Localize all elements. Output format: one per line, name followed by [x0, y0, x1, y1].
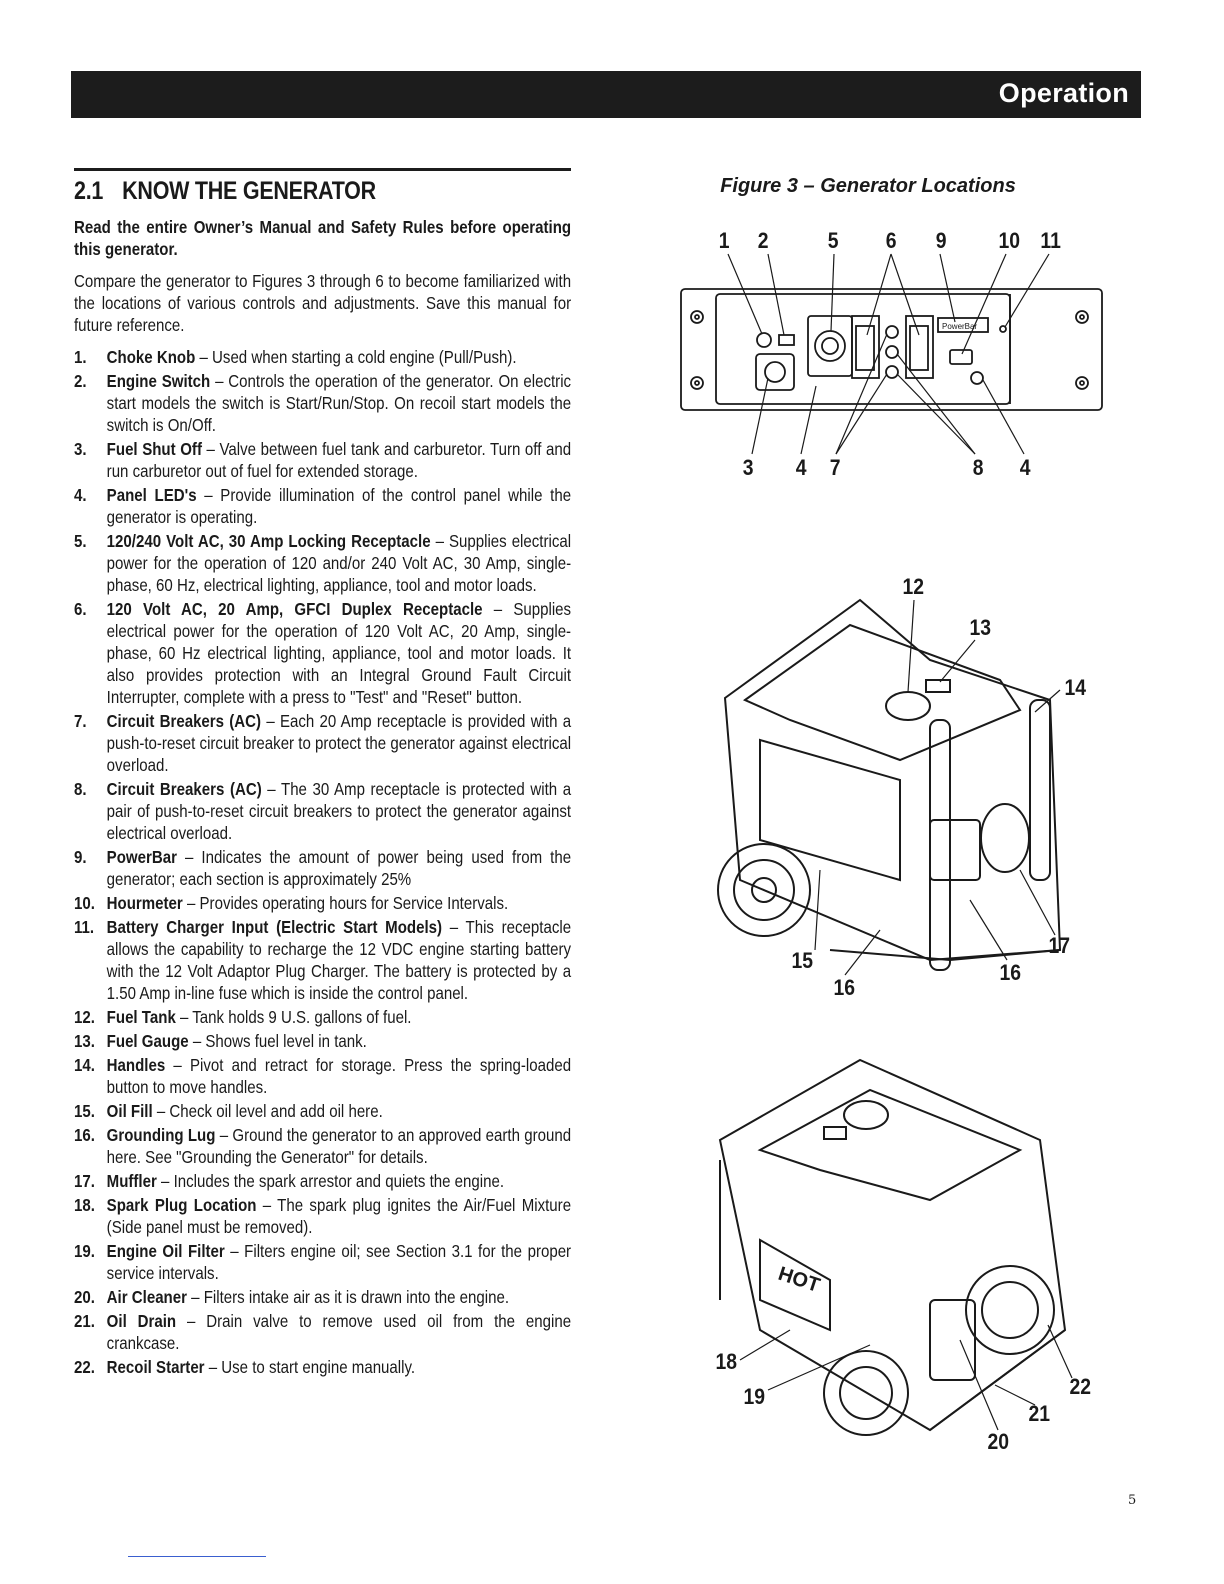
item-number: 21. — [74, 1311, 95, 1331]
item-number: 6. — [74, 599, 87, 619]
callout-22: 22 — [1069, 1374, 1092, 1399]
item-title: Recoil Starter — [106, 1357, 205, 1377]
item-title: Air Cleaner — [106, 1287, 187, 1307]
callout-16: 16 — [833, 975, 856, 1000]
callout-8: 8 — [972, 455, 984, 480]
item-description: – Supplies electrical power for the operation of 120 Volt AC, 20 Amp, single-phase, 60 Hz electrical lighting, appliance, tool and motor loads. It also provides protection with an Integral Ground Fault Circuit Interrupter, complete with a press to "Test" and "Reset" button. — [106, 599, 572, 707]
callout-18: 18 — [715, 1349, 738, 1374]
callout-11: 11 — [1040, 228, 1061, 253]
hot-label: HOT — [775, 1262, 823, 1297]
item-title: Circuit Breakers (AC) — [106, 779, 262, 799]
control-panel-drawing — [681, 289, 1102, 410]
item-title: Fuel Gauge — [106, 1031, 189, 1051]
item-title: Choke Knob — [106, 347, 196, 367]
item-description: – Controls the operation of the generator. On electric start models the switch is Start/Run/Stop. On recoil start models the switch is On/Off. — [106, 371, 572, 435]
item-number: 15. — [74, 1101, 95, 1121]
item-number: 13. — [74, 1031, 95, 1051]
callout-5: 5 — [827, 228, 839, 253]
page-number: 5 — [1128, 1493, 1137, 1508]
item-number: 1. — [74, 347, 87, 367]
item-description: – Check oil level and add oil here. — [152, 1101, 383, 1121]
item-number: 19. — [74, 1241, 95, 1261]
item-number: 5. — [74, 531, 87, 551]
item-description: – Provide illumination of the control panel while the generator is operating. — [106, 485, 572, 527]
item-description: – Indicates the amount of power being used from the generator; each section is approximately 25% — [106, 847, 572, 889]
item-title: 120/240 Volt AC, 30 Amp Locking Receptacle — [106, 531, 431, 551]
item-number: 10. — [74, 893, 95, 913]
item-description: – Tank holds 9 U.S. gallons of fuel. — [175, 1007, 412, 1027]
item-title: Grounding Lug — [106, 1125, 216, 1145]
item-number: 18. — [74, 1195, 95, 1215]
callout-4b: 4 — [1019, 455, 1031, 480]
item-description: – Each 20 Amp receptacle is provided with a push-to-reset circuit breaker to protect the generator against electrical overload. — [106, 711, 572, 775]
callout-20: 20 — [987, 1429, 1010, 1454]
item-title: Panel LED's — [106, 485, 197, 505]
callout-13: 13 — [969, 615, 992, 640]
item-title: Fuel Shut Off — [106, 439, 202, 459]
callout-19: 19 — [743, 1384, 766, 1409]
item-title: PowerBar — [106, 847, 177, 867]
item-title: Fuel Tank — [106, 1007, 176, 1027]
generator-rear-drawing — [720, 1060, 1065, 1435]
callout-3: 3 — [742, 455, 754, 480]
item-number: 14. — [74, 1055, 95, 1075]
item-description: – Ground the generator to an approved earth ground here. See "Grounding the Generator" for details. — [106, 1125, 572, 1167]
callout-21: 21 — [1028, 1401, 1051, 1426]
item-description: – The 30 Amp receptacle is protected with a pair of push-to-reset circuit breakers to protect the generator against electrical overload. — [106, 779, 572, 843]
item-number: 20. — [74, 1287, 95, 1307]
callout-9: 9 — [935, 228, 947, 253]
item-description: – Includes the spark arrestor and quiets the engine. — [156, 1171, 505, 1191]
item-number: 16. — [74, 1125, 95, 1145]
item-title: Engine Switch — [106, 371, 211, 391]
item-description: – Filters engine oil; see Section 3.1 for the proper service intervals. — [106, 1241, 572, 1283]
intro-text: Compare the generator to Figures 3 through 6 to become familiarized with the locations of various controls and adjustments. Save this manual for future reference. — [74, 271, 572, 335]
item-description: – This receptacle allows the capability to recharge the 12 VDC engine starting battery with the 12 Volt Adaptor Plug Charger. The battery is protected by a 1.50 Amp in-line fuse which is inside the control panel. — [106, 917, 572, 1003]
footer-link-underline[interactable] — [128, 1556, 266, 1557]
callout-14: 14 — [1064, 675, 1087, 700]
callout-10: 10 — [998, 228, 1021, 253]
item-title: Spark Plug Location — [106, 1195, 257, 1215]
item-number: 22. — [74, 1357, 95, 1377]
item-number: 17. — [74, 1171, 95, 1191]
item-number: 11. — [74, 917, 95, 937]
callout-12: 12 — [902, 574, 925, 599]
powerbar-label: PowerBar — [942, 322, 978, 331]
item-title: Oil Drain — [106, 1311, 177, 1331]
callout-15: 15 — [791, 948, 814, 973]
item-number: 4. — [74, 485, 87, 505]
item-number: 2. — [74, 371, 87, 391]
section-title-text: KNOW THE GENERATOR — [122, 177, 376, 205]
item-description: – Supplies electrical power for the operation of 120 and/or 240 Volt AC, 30 Amp, single-phase, 60 Hz, electrical lighting, appliance, tool and motor loads. — [106, 531, 572, 595]
item-description: – Provides operating hours for Service Intervals. — [182, 893, 509, 913]
item-title: Hourmeter — [106, 893, 183, 913]
item-description: – Pivot and retract for storage. Press the spring-loaded button to move handles. — [106, 1055, 572, 1097]
item-description: – Filters intake air as it is drawn into the engine. — [186, 1287, 510, 1307]
item-number: 3. — [74, 439, 87, 459]
figure-caption: Figure 3 – Generator Locations — [720, 175, 1016, 197]
item-number: 12. — [74, 1007, 95, 1027]
item-description: – Drain valve to remove used oil from the engine crankcase. — [106, 1311, 572, 1353]
item-description: – Use to start engine manually. — [204, 1357, 416, 1377]
generator-front-drawing — [718, 600, 1060, 970]
header-title: Operation — [998, 78, 1129, 108]
callout-17: 17 — [1048, 933, 1071, 958]
item-title: Engine Oil Filter — [106, 1241, 225, 1261]
item-title: Battery Charger Input (Electric Start Models) — [106, 917, 443, 937]
callout-16b: 16 — [999, 960, 1022, 985]
item-number: 9. — [74, 847, 87, 867]
item-title: Circuit Breakers (AC) — [106, 711, 262, 731]
callout-1: 1 — [718, 228, 730, 253]
section-number: 2.1 — [74, 177, 104, 205]
callout-4: 4 — [795, 455, 807, 480]
item-description: – The spark plug ignites the Air/Fuel Mixture (Side panel must be removed). — [106, 1195, 572, 1237]
intro-bold: Read the entire Owner’s Manual and Safety Rules before operating this generator. — [74, 217, 572, 259]
callout-2: 2 — [757, 228, 769, 253]
callout-7: 7 — [829, 455, 841, 480]
item-title: 120 Volt AC, 20 Amp, GFCI Duplex Receptacle — [106, 599, 483, 619]
item-description: – Used when starting a cold engine (Pull/Push). — [195, 347, 517, 367]
item-title: Muffler — [106, 1171, 157, 1191]
item-title: Handles — [106, 1055, 166, 1075]
callout-6: 6 — [885, 228, 897, 253]
item-title: Oil Fill — [106, 1101, 153, 1121]
item-description: – Shows fuel level in tank. — [188, 1031, 367, 1051]
item-number: 7. — [74, 711, 87, 731]
item-description: – Valve between fuel tank and carburetor. Turn off and run carburetor out of fuel for extended storage. — [106, 439, 572, 481]
item-number: 8. — [74, 779, 87, 799]
